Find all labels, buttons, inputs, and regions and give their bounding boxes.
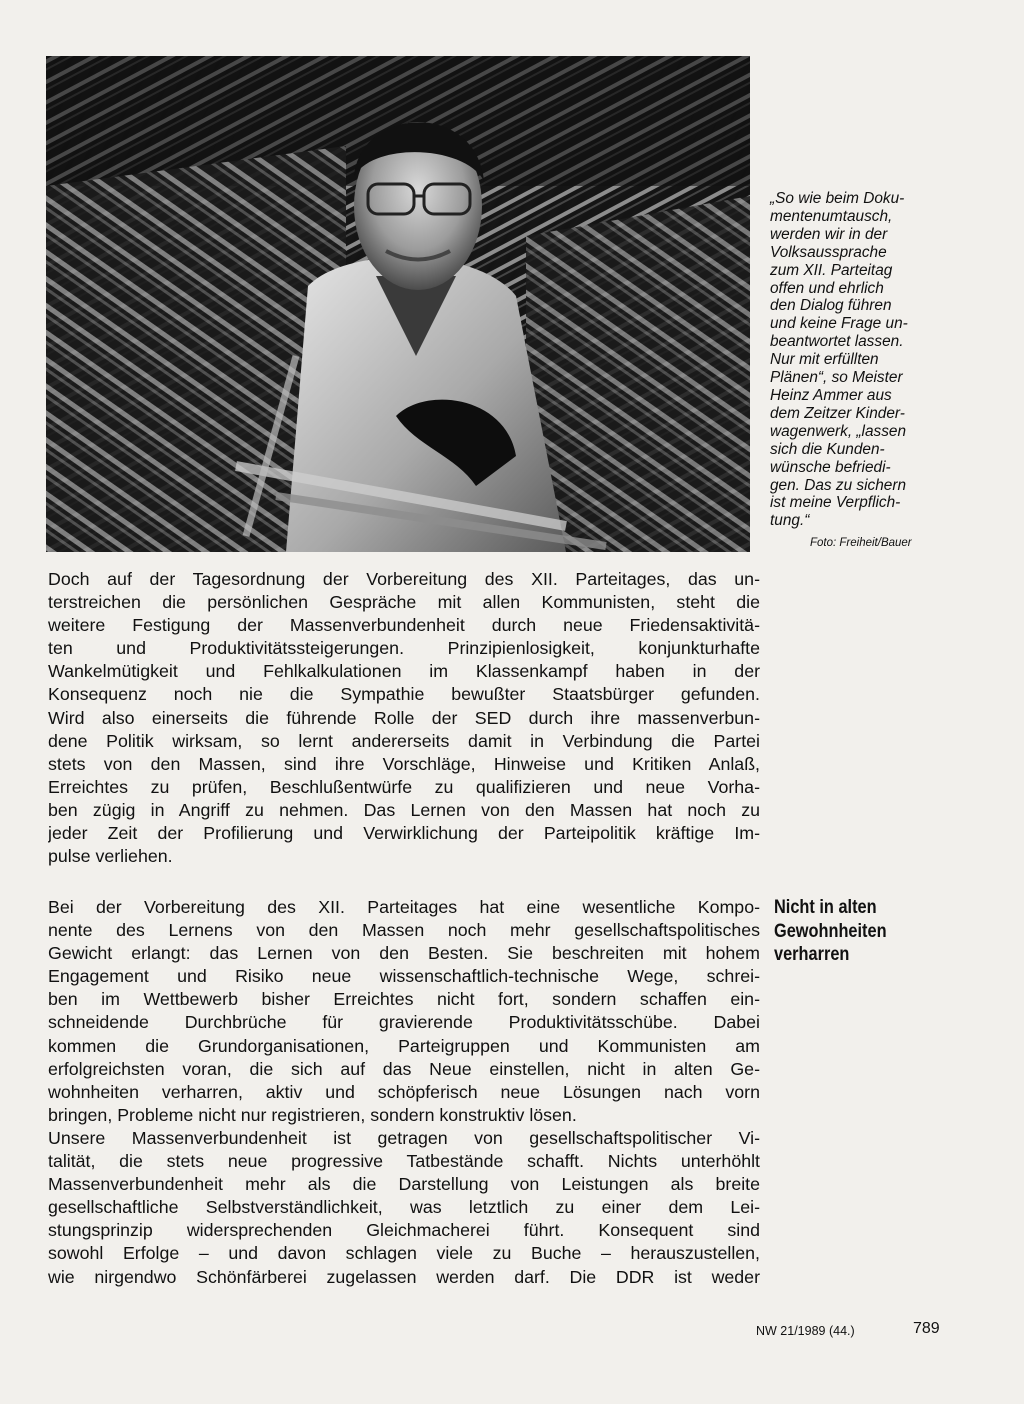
text-line: bringen, Probleme nicht nur registrieren, sondern konstruktiv lösen.: [48, 1104, 577, 1125]
text-line: ben im Wettbewerb bisher Erreichtes nicht fort, sondern schaffen ein-: [48, 989, 760, 1010]
caption-line: gen. Das zu sichern: [770, 476, 907, 494]
caption-line: dem Zeitzer Kinder-: [770, 404, 905, 422]
text-line: Engagement und Risiko neue wissenschaftlich-technische Wege, schrei-: [48, 966, 760, 987]
text-line: jeder Zeit der Profilierung und Verwirklichung der Parteipolitik kräftige Im-: [48, 823, 760, 844]
caption-line: sich die Kunden-: [770, 440, 885, 458]
text-line: Unsere Massenverbundenheit ist getragen von gesellschaftspolitischer Vi-: [48, 1127, 760, 1148]
text-line: schneidende Durchbrüche für gravierende Produktivitätsschübe. Dabei: [48, 1012, 760, 1033]
caption-line: offen und ehrlich: [770, 279, 884, 297]
side-heading-line: verharren: [774, 944, 850, 965]
caption-line: Volksaussprache: [770, 243, 887, 261]
caption-line: wagenwerk, „lassen: [770, 422, 907, 440]
text-line: Gewicht erlangt: das Lernen von den Besten. Sie beschreiten mit hohem: [48, 943, 760, 964]
text-line: Konsequenz noch nie die Sympathie bewußter Staatsbürger gefunden.: [48, 684, 760, 705]
text-line: weitere Festigung der Massenverbundenheit durch neue Friedensaktivitä-: [48, 615, 760, 636]
page-number: 789: [913, 1320, 940, 1337]
caption-line: ist meine Verpflich-: [770, 494, 901, 512]
caption-line: „So wie beim Doku-: [770, 190, 905, 207]
side-heading: [774, 896, 929, 967]
text-line: erfolgreichsten voran, die sich auf das Neue einstellen, nicht in alten Ge-: [48, 1058, 760, 1079]
text-line: ben zügig in Angriff zu nehmen. Das Lernen von den Massen hat noch zu: [48, 799, 760, 820]
caption-line: den Dialog führen: [770, 297, 892, 315]
caption-line: mentenumtausch,: [770, 207, 893, 225]
caption-line: und keine Frage un-: [770, 315, 908, 333]
issue-reference: NW 21/1989 (44.): [756, 1324, 855, 1338]
text-line: gesellschaftliche Selbstverständlichkeit, was letztlich zu einer dem Lei-: [48, 1197, 760, 1218]
caption-line: beantwortet lassen.: [770, 333, 904, 351]
text-line: dene Politik wirksam, so lernt andererseits damit in Verbindung die Partei: [48, 730, 760, 751]
caption-line: werden wir in der: [770, 225, 888, 243]
text-line: ten und Produktivitätssteigerungen. Prinzipienlosigkeit, konjunkturhafte: [48, 638, 760, 659]
text-line: wohnheiten verharren, aktiv und schöpferisch neue Lösungen nach vorn: [48, 1081, 760, 1102]
side-heading-line: Gewohnheiten: [774, 920, 887, 942]
text-line: stets von den Massen, sind ihre Vorschläge, Hinweise und Kritiken Anlaß,: [48, 753, 760, 774]
text-line: nente des Lernens von den Massen noch mehr gesellschaftspolitisches: [48, 920, 760, 941]
photo-credit: Foto: Freiheit/Bauer: [810, 537, 912, 549]
caption-line: wünsche befriedi-: [770, 458, 891, 476]
text-line: stungsprinzip widersprechenden Gleichmacherei führt. Konsequent sind: [48, 1220, 760, 1241]
text-line: talität, die stets neue progressive Tatbestände schafft. Nichts unterhöhlt: [48, 1151, 760, 1172]
text-line: Wird also einerseits die führende Rolle der SED durch ihre massenverbun-: [48, 707, 760, 728]
photo-illustration: [46, 56, 750, 552]
side-heading-line: Nicht in alten: [774, 897, 877, 918]
text-line: terstreichen die persönlichen Gespräche mit allen Kommunisten, steht die: [48, 592, 760, 613]
portrait-photo: [46, 56, 750, 552]
text-line: kommen die Grundorganisationen, Parteigruppen und Kommunisten am: [48, 1035, 760, 1056]
text-line: Massenverbundenheit mehr als die Darstellung von Leistungen als breite: [48, 1174, 760, 1195]
caption-line: Plänen“, so Meister: [770, 369, 903, 387]
text-line: Erreichtes zu prüfen, Beschlußentwürfe zu qualifizieren und neue Vorha-: [48, 776, 760, 797]
caption-line: tung.“: [770, 512, 810, 530]
text-line: Doch auf der Tagesordnung der Vorbereitung des XII. Parteitages, das un-: [48, 569, 760, 589]
caption-line: zum XII. Parteitag: [770, 261, 893, 279]
text-line: Wankelmütigkeit und Fehlkalkulationen im Klassenkampf haben in der: [48, 661, 760, 682]
caption-line: Nur mit erfüllten: [770, 351, 879, 369]
paragraph-1: [48, 568, 760, 868]
photo-caption: [770, 190, 948, 530]
text-line: Bei der Vorbereitung des XII. Parteitages hat eine wesentliche Kompo-: [48, 897, 760, 917]
text-line: pulse verliehen.: [48, 846, 173, 867]
caption-line: Heinz Ammer aus: [770, 386, 892, 404]
text-line: wie nirgendwo Schönfärberei zugelassen werden darf. Die DDR ist weder: [48, 1266, 760, 1287]
paragraph-2: [48, 896, 760, 1289]
text-line: sowohl Erfolge – und davon schlagen viele zu Buche – herauszustellen,: [48, 1243, 760, 1264]
